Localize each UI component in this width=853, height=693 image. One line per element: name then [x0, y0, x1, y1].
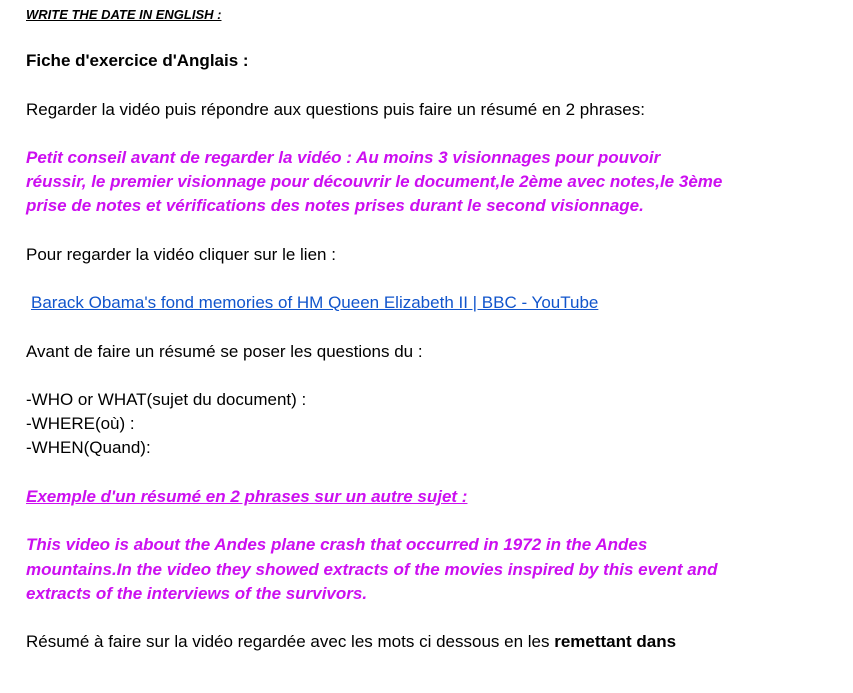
question-item: -WHEN(Quand): — [26, 438, 151, 457]
questions-intro: Avant de faire un résumé se poser les questions du : — [26, 342, 423, 361]
example-heading: Exemple d'un résumé en 2 phrases sur un autre sujet : — [26, 487, 468, 506]
question-item: -WHERE(où) : — [26, 414, 135, 433]
summary-bold-text: remettant dans — [554, 632, 677, 651]
example-line: extracts of the interviews of the survivors. — [26, 584, 368, 603]
example-line: mountains.In the video they showed extracts of the movies inspired by this event and — [26, 560, 718, 579]
summary-prefix: Résumé à faire sur la vidéo regardée avec les mots ci dessous en les — [26, 632, 555, 651]
video-link[interactable]: Barack Obama's fond memories of HM Queen Elizabeth II | BBC - YouTube — [31, 293, 599, 312]
link-intro: Pour regarder la vidéo cliquer sur le lien : — [26, 245, 336, 264]
example-line: This video is about the Andes plane crash that occurred in 1972 in the Andes — [26, 535, 648, 554]
question-item: -WHO or WHAT(sujet du document) : — [26, 390, 307, 409]
worksheet-title: Fiche d'exercice d'Anglais : — [26, 51, 249, 70]
summary-instruction — [26, 632, 676, 652]
advice-line: Petit conseil avant de regarder la vidéo : Au moins 3 visionnages pour pouvoir — [26, 148, 661, 167]
advice-line: réussir, le premier visionnage pour découvrir le document,le 2ème avec notes,le 3ème — [26, 172, 723, 191]
advice-line: prise de notes et vérifications des notes prises durant le second visionnage. — [26, 196, 644, 215]
instruction-text: Regarder la vidéo puis répondre aux questions puis faire un résumé en 2 phrases: — [26, 100, 645, 119]
date-instruction: WRITE THE DATE IN ENGLISH : — [26, 7, 222, 22]
